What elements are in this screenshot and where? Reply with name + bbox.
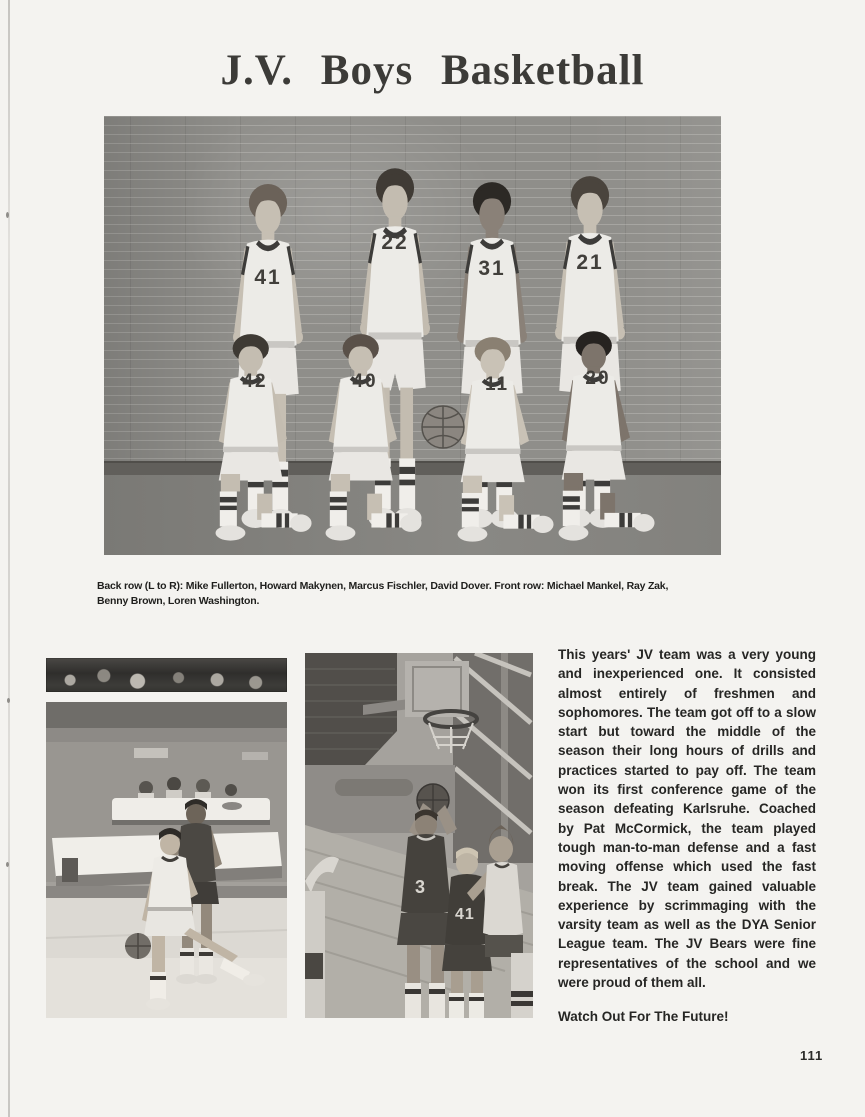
dribble-scene <box>46 702 287 1018</box>
page-title: J.V. Boys Basketball <box>220 47 645 94</box>
action-photo-shot <box>305 653 533 1018</box>
jersey-number: 11 <box>484 374 510 395</box>
shot-scene <box>305 653 533 1018</box>
page-number: 111 <box>800 1048 824 1063</box>
jersey-number: 42 <box>242 371 268 392</box>
article-closing: Watch Out For The Future! <box>558 1009 729 1025</box>
scan-speck <box>6 212 9 218</box>
team-photo-caption <box>97 579 797 609</box>
caption-line-1: Back row (L to R): Mike Fullerton, Howard Makynen, Marcus Fischler, David Dover. Front row: Michael Mankel, Ray Zak, <box>97 580 669 592</box>
jersey-number: 41 <box>455 906 475 923</box>
jersey-number: 22 <box>381 231 409 254</box>
caption-line-2: Benny Brown, Loren Washington. <box>97 595 260 607</box>
basketball <box>420 404 466 450</box>
jersey-number: 31 <box>478 257 506 280</box>
spectator-strip-photo <box>46 658 287 692</box>
jersey-number: 41 <box>254 266 282 289</box>
player-front-2 <box>301 332 429 545</box>
article-paragraph: This years' JV team was a very young and inexperienced one. It consisted almost entirely of freshmen and sophomores. The team got off to a slow start but toward the middle of the season their long hours of drills and practices started to pay off. The team won its first conference game of the season defeating Karlsruhe. Coached by Pat McCormick, the team played tough man-to-man defense and a fast moving offense which used the fast break. The JV team gained valuable experience by scrimmaging with the varsity team as well as the DYA Senior League team. The JV Bears were fine representatives of the school and we were proud of them all. <box>558 647 816 991</box>
jersey-number: 20 <box>585 368 611 389</box>
scan-speck <box>7 698 10 703</box>
jersey-number: 3 <box>415 877 426 897</box>
jersey-number: 21 <box>576 251 604 274</box>
player-front-1 <box>191 332 319 545</box>
article-text <box>558 645 816 1027</box>
page-binding-edge <box>8 0 10 1117</box>
jersey-number: 40 <box>352 371 378 392</box>
action-photo-dribble <box>46 702 287 1018</box>
player-front-4 <box>534 329 662 545</box>
scan-speck <box>6 862 9 867</box>
team-photo <box>104 116 721 555</box>
